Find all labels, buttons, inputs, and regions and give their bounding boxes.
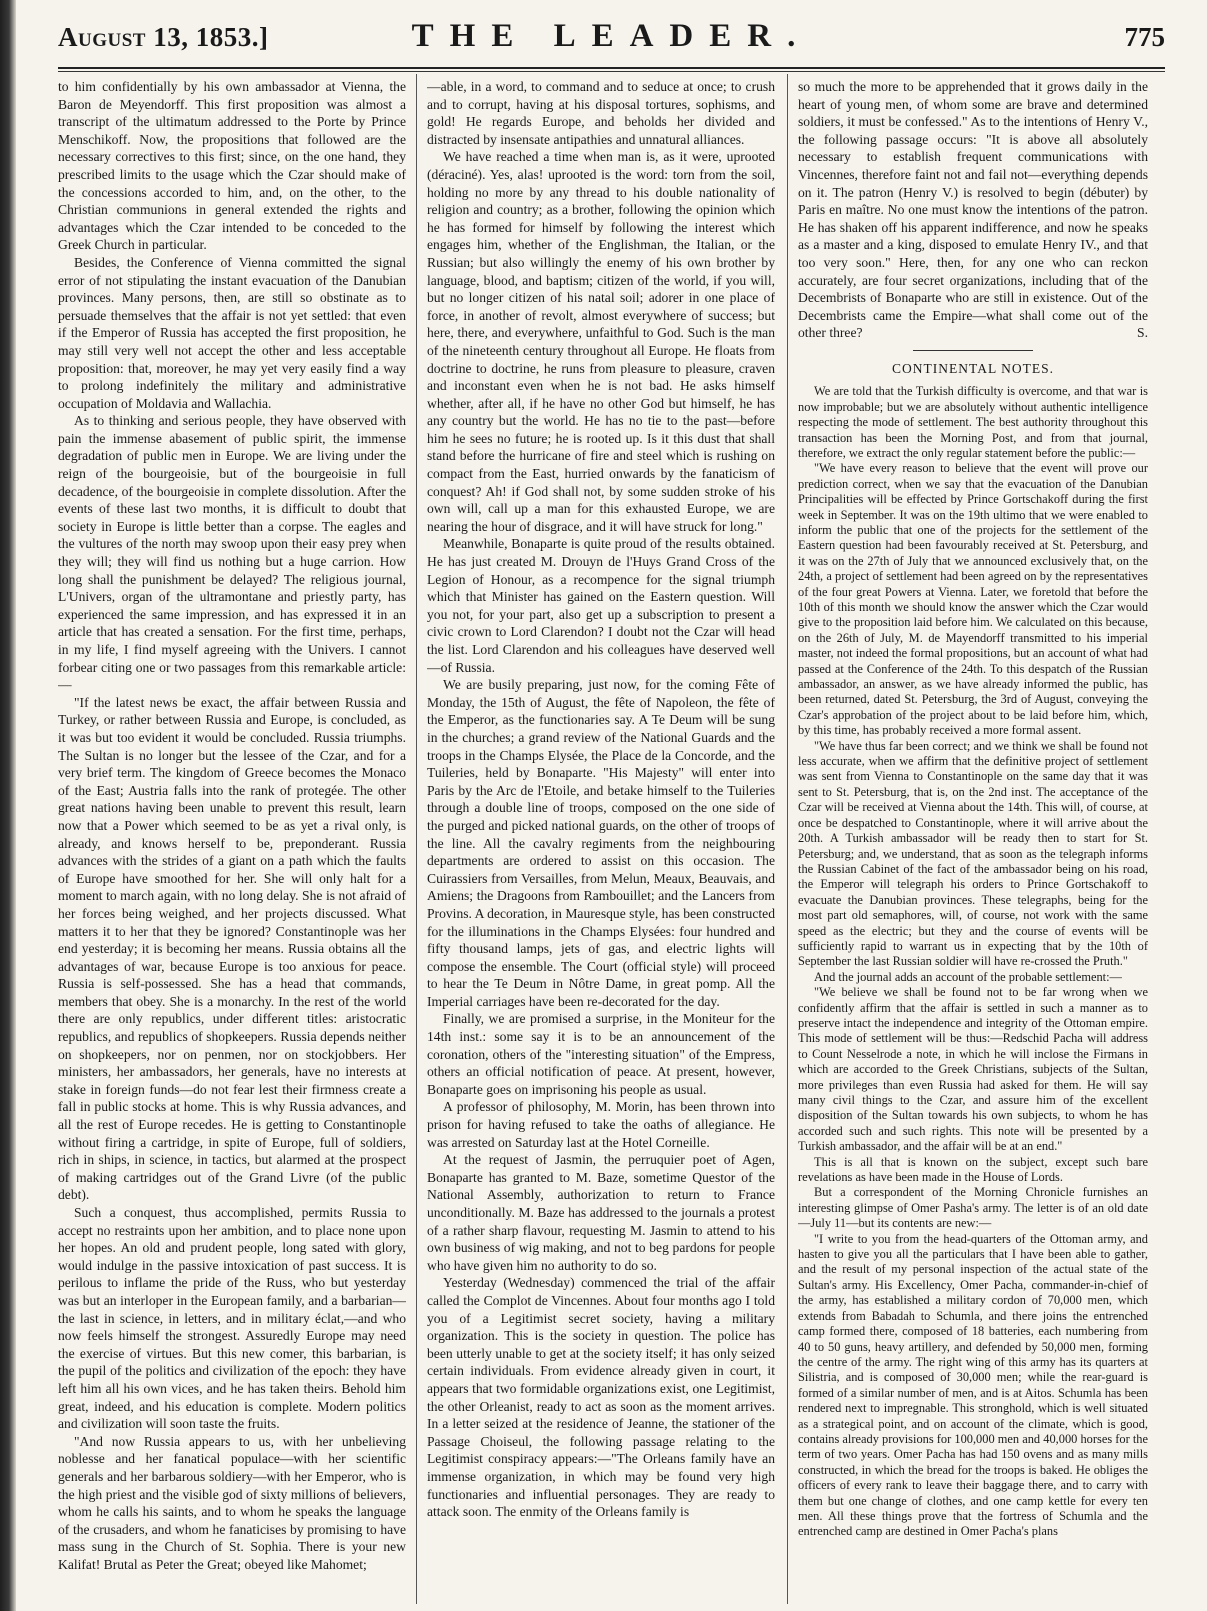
paragraph: Such a conquest, thus accomplished, permits Russia to accept no restraints upon her ambition, and to place none upon her hopes. An old and prudent people, long sated with glory, would indulge in the passive intoxication of past success. It is perilous to inflame the pride of the Russ, who but yesterday was but an interloper in the European family, and a barbarian—the last in science, in letters, and in military éclat,—and who now feels himself the strongest. Assuredly Europe may need the exercise of virtues. But this new comer, this barbarian, is the pupil of the politics and civilization of the epoch: they have left him all his own vices, and he has taken theirs. Behold him great, indeed, and his education is complete. Modern politics and civilization will soon taste the fruits. bbox=[58, 1205, 406, 1432]
paragraph: We are busily preparing, just now, for the coming Fête of Monday, the 15th of August, the fête of Napoleon, the fête of the Emperor, as the functionaries say. A Te Deum will be sung in the churches; a grand review of the National Guards and the troops in the Champs Elysée, the Place de la Concorde, and the Tuileries, held by Bonaparte. "His Majesty" will enter into Paris by the Arc de l'Etoile, and betake himself to the Tuileries through a double line of troops, composed on the one side of the purged and picked national guards, on the other of troops of the line. All the cavalry regiments from the neighbouring departments are ordered to assist on this occasion. The Cuirassiers from Versailles, from Melun, Meaux, Beauvais, and Amiens; the Dragoons from Rambouillet; and the Lancers from Provins. A decoration, in Mauresque style, has been constructed for the illuminations in the Champs Elysées: four hundred and fifty thousand lamps, jets of gas, and electric lights will compose the ensemble. The Court (official style) will proceed to hear the Te Deum in Nôtre Dame, in great pomp. All the Imperial carriages have been re-decorated for the day. bbox=[427, 677, 775, 1009]
page-binding-edge bbox=[0, 0, 16, 1611]
paragraph: Yesterday (Wednesday) commenced the trial of the affair called the Complot de Vincennes. About four months ago I told you of a Legitimist secret society, having a military organization. This is the society in question. The police has been utterly unable to get at the society itself; it has only seized certain individuals. From evidence already given in court, it appears that two formidable organizations exist, one Legitimist, the other Orleanist, ready to act as soon as the moment arrives. In a letter seized at the residence of Jeanne, the stationer of the Passage Choiseul, the following passage relating to the Legitimist conspiracy appears:—"The Orleans family have an immense organization, in which may be found very high functionaries and influential personages. They are ready to attack soon. The enmity of the Orleans family is bbox=[427, 1275, 775, 1520]
paragraph: Finally, we are promised a surprise, in the Moniteur for the 14th inst.: some say it is to be an announcement of the coronation, others of the "interesting situation" of the Empress, others an official notification of peace. At present, however, Bonaparte goes on imprisoning his people as usual. bbox=[427, 1011, 775, 1097]
paragraph-text: so much the more to be apprehended that it grows daily in the heart of young men, of whom some are brave and determined soldiers, it must be confessed." As to the intentions of Henry V., the following passage occurs: "It is above all absolutely necessary to establish frequent communications with Vincennes, therefore faint not and fail not—everything depends on it. The patron (Henry V.) is resolved to begin (débuter) by Paris en maître. No one must know the intentions of the patron. He has shaken off his apparent indifference, and now he speaks as a master and a king, disposed to emulate Henry IV., and that too very soon." Here, then, for any one who can reckon accurately, are four secret organizations, including that of the Decembrists of Bonaparte who are still in existence. Out of the Decembrists came the Empire—what shall come out of the other three? bbox=[798, 79, 1148, 341]
column-1 bbox=[58, 78, 406, 1598]
paragraph: At the request of Jasmin, the perruquier poet of Agen, Bonaparte has granted to M. Baze, sometime Questor of the National Assembly, authorization to return to France unconditionally. M. Baze has addressed to the journals a protest of a rather sharp flavour, requesting M. Jasmin to attend to his own business of wig making, and not to beg pardons for people who have given him no authority to do so. bbox=[427, 1152, 775, 1273]
paragraph: —able, in a word, to command and to seduce at once; to crush and to corrupt, having at his disposal tortures, sophisms, and gold! He regards Europe, and beholds her divided and distracted by insensate antipathies and unnatural alliances. bbox=[427, 79, 775, 147]
paragraph: A professor of philosophy, M. Morin, has been thrown into prison for having refused to take the oaths of allegiance. He was arrested on Saturday last at the Hotel Corneille. bbox=[427, 1099, 775, 1150]
issue-date: August 13, 1853.] bbox=[58, 22, 269, 52]
quoted-paragraph: "We have every reason to believe that the event will prove our prediction correct, when we say that the evacuation of the Danubian Principalities will be effected by Prince Gortschakoff during the first week in September. It was on the 19th ultimo that we were enabled to inform the public that one of the projects for the settlement of the Eastern question had been favourably received at St. Petersburg, and it was on the 27th of July that we announced exclusively that, on the 24th, a project of settlement had been agreed on by the representatives of the four great Powers at Vienna. Later, we foretold that before the 10th of this month we should know the answer which the Czar would give to the proposition laid before him. We calculated on this because, on the 26th of July, M. de Mayendorff transmitted to his imperial master, not indeed the formal propositions, but an account of what had passed at the Conference of the 24th. To this despatch of the Russian ambassador, an answer, as we have already informed the public, has been returned, dated St. Petersburg, the 3rd of August, conveying the Czar's approbation of the project about to be laid before him, which, by this time, has probably received a more formal assent. bbox=[798, 461, 1148, 738]
quoted-paragraph: "We believe we shall be found not to be far wrong when we confidently affirm that the affair is settled in such a manner as to preserve intact the independence and integrity of the Ottoman empire. This mode of settlement will be thus:—Redschid Pacha will address to Count Nesselrode a note, in which he will inclose the Firmans in which are accorded to the Greek Christians, subjects of the Sultan, more privileges than even Russia had asked for them. He will say many civil things to the Czar, and assure him of the excellent disposition of the Sultan towards his own subjects, to whom he has accorded such and such rights. This note will be presented by a Turkish ambassador, and the affair will be at an end." bbox=[798, 985, 1148, 1154]
column-divider bbox=[787, 74, 788, 1604]
paragraph: Meanwhile, Bonaparte is quite proud of the results obtained. He has just created M. Drouyn de l'Huys Grand Cross of the Legion of Honour, as a recompence for the signal triumph which that Minister has gained on the Eastern question. Will you not, for your part, also get up a subscription to present a civic crown to Lord Clarendon? I doubt not the Czar will head the list. Lord Clarendon and his colleagues have deserved well—of Russia. bbox=[427, 536, 775, 675]
paragraph: to him confidentially by his own ambassador at Vienna, the Baron de Meyendorff. This first proposition was almost a transcript of the ultimatum addressed to the Porte by Prince Menschikoff. Now, the propositions that followed are the necessary correctives to this first; since, on the one hand, they prescribed limits to the usage which the Czar should make of the concessions accorded to him, and, on the other, to the Christian communions in general extended the rights and advantages which the Czar intended to be conceded to the Greek Church in particular. bbox=[58, 79, 406, 253]
paragraph: This is all that is known on the subject, except such bare revelations as have been made in the House of Lords. bbox=[798, 1154, 1148, 1185]
paragraph: But a correspondent of the Morning Chronicle furnishes an interesting glimpse of Omer Pasha's army. The letter is of an old date—July 11—but its contents are new:— bbox=[798, 1185, 1148, 1231]
column-2 bbox=[427, 78, 775, 1598]
author-signature: S. bbox=[1137, 325, 1148, 341]
quoted-paragraph: "I write to you from the head-quarters of the Ottoman army, and hasten to give you all the particulars that I have been able to gather, and the result of my personal inspection of the actual state of the Sultan's army. His Excellency, Omer Pacha, commander-in-chief of the army, has established a military cordon of 70,000 men, which extends from Babadah to Schumla, and there joins the entrenched camp formed there, composed of 18 batteries, each numbering from 40 to 50 guns, heavy artillery, and defended by 50,000 men, forming the centre of the army. The right wing of this army has its quarters at Silistria, and is composed of 30,000 men; while the rear-guard is formed of a similar number of men, and is at Aitos. Schumla has been rendered next to impregnable. This stronghold, which is well situated as a strategical point, and on account of the climate, which is good, contains already provisions for 100,000 men and 40,000 horses for the term of two years. Omer Pacha has had 150 ovens and as many mills constructed, in which the bread for the troops is baked. He obliges the officers of every rank to leave their baggage there, and to carry with them but one change of clothes, and one camp kettle for every ten men. All these things prove that the fortress of Schumla and the entrenched camp are destined in Omer Pacha's plans bbox=[798, 1231, 1148, 1539]
quoted-paragraph: "We have thus far been correct; and we think we shall be found not less accurate, when we affirm that the definitive project of settlement was sent from Vienna to Constantinople on the same day that it was sent to St. Petersburg, that is, on the 2nd inst. The acceptance of the Czar will be received at Vienna about the 14th. This will, of course, at once be despatched to Constantinople, where it will arrive about the 20th. A Turkish ambassador will be ready then to start for St. Petersburg; and, we understand, that as soon as the telegraph informs the Russian Cabinet of the fact of the ambassador being on his road, the Emperor will telegraph his orders to Prince Gortschakoff to evacuate the Danubian provinces. These telegraphs, being for the most part old semaphores, will, of course, not work with the same speed as the electric; but they and the course of events will be sufficiently rapid to warrant us in expecting that by the 10th of September the last Russian soldier will have re-crossed the Pruth." bbox=[798, 738, 1148, 969]
section-divider bbox=[913, 350, 1033, 351]
page-header bbox=[58, 18, 1165, 68]
quoted-paragraph: "If the latest news be exact, the affair between Russia and Turkey, or rather between Russia and Europe, is concluded, as it was but too evident it would be concluded. Russia triumphs. The Sultan is no longer but the lessee of the Czar, and for a very brief term. The kingdom of Greece becomes the Monaco of the East; Austria falls into the rank of protegée. The other great nations having been unable to prevent this result, learn now that a Power which seemed to be as yet a rival only, is already, and knows herself to be, preponderant. Russia advances with the strides of a giant on a path which the faults of Europe have smoothed for her. She will only halt for a moment to march again, with no long delay. She is not afraid of her forces being weighed, and her projects discussed. What matters it to her that they be ignored? Constantinople was her end yesterday; it is becoming her means. Russia obtains all the advantages of war, because Europe is too anxious for peace. Russia is self-possessed. She has a head that commands, members that obey. She is a monarchy. In the rest of the world there are only republics, under different titles: aristocratic republics, and republics of shopkeepers. Russia depends neither on shopkeepers, nor on penmen, nor on stockjobbers. Her ministers, her ambassadors, her generals, have no interests at stake in foreign funds—do not fear lest their firmness create a fall in public stocks at home. This is why Russia advances, and all the rest of Europe recedes. He is getting to Constantinople without firing a cartridge, in spite of Europe, full of soldiers, rich in ships, in science, in tactics, but alarmed at the prospect of making cartridges out of the Grand Livre (of the public debt). bbox=[58, 694, 406, 1203]
column-divider bbox=[416, 74, 417, 1604]
page-number: 775 bbox=[1124, 22, 1165, 52]
paragraph: Besides, the Conference of Vienna committed the signal error of not stipulating the instant evacuation of the Danubian provinces. Many persons, then, are still so obstinate as to persuade themselves that the affair is not yet settled: that even if the Emperor of Russia has accepted the first proposition, he may still very well not accept the other and less acceptable proposition: that, moreover, he may yet very easily find a way to prolong indefinitely the military and administrative occupation of Moldavia and Wallachia. bbox=[58, 254, 406, 411]
column-3 bbox=[798, 78, 1148, 1598]
paragraph: We have reached a time when man is, as it were, uprooted (déraciné). Yes, alas! uprooted is the word: torn from the soil, holding no more by any thread to his double nationality of religion and country; as a brother, following the opinion which he has formed for himself by following the interest which engages him, whether of the Englishman, the Italian, or the Russian; but also willingly the enemy of his own brother by language, blood, and baptism; citizen of the world, if you will, but no longer citizen of his natal soil; adorer in one place of force, in another of revolt, almost everywhere of success; but here, there, and everywhere, unfaithful to God. Such is the man of the nineteenth century throughout all Europe. He floats from doctrine to doctrine, he runs from pleasure to pleasure, craven and inconstant even when he is not bad. He asks himself whether, after all, if he have no other God but himself, he has any country but the world. He has no tie to the past—before him he sees no future; he is rooted up. Is it this dust that shall stand before the hurricane of fire and steel which is rushing on compact from the East, hurried onwards by the fanaticism of conquest? Ah! if God shall not, by some sudden stroke of his own will, call up a man for this exhausted Europe, we are nearing the hour of disgrace, and it will have struck for long." bbox=[427, 149, 775, 534]
paragraph bbox=[798, 78, 1148, 342]
masthead-title: THE LEADER. bbox=[411, 18, 812, 54]
paragraph: As to thinking and serious people, they have observed with pain the immense abasement of public spirit, the immense degradation of public men in Europe. We are living under the reign of the bourgeoisie, but of the bourgeoisie in full decadence, of the bourgeoisie in complete dissolution. After the events of these last two months, it is difficult to doubt that society in Europe is little better than a corpse. The eagles and the vultures of the north may swoop upon their easy prey when they will; they will find us nothing but a huge carrion. How long shall the punishment be delayed? The religious journal, L'Univers, organ of the ultramontane and priestly party, has experienced the same impression, and has expressed it in an article that has created a sensation. For the first time, perhaps, in my life, I find myself agreeing with the Univers. I cannot forbear citing one or two passages from this remarkable article:— bbox=[58, 413, 406, 693]
header-rule bbox=[58, 67, 1165, 69]
quoted-paragraph: "And now Russia appears to us, with her unbelieving noblesse and her fanatical populace—with her scientific generals and her barbarous soldiery—with her Emperor, who is the high priest and the visible god of sixty millions of believers, whom he calls his saints, and to whom he speaks the language of the crusaders, and whom he fanaticises by promising to have mass sung in the Church of St. Sophia. There is your new Kalifat! Brutal as Peter the Great; obeyed like Mahomet; bbox=[58, 1433, 406, 1572]
paragraph: And the journal adds an account of the probable settlement:— bbox=[814, 969, 1122, 984]
header-rule-thin bbox=[58, 71, 1165, 72]
paragraph: We are told that the Turkish difficulty is overcome, and that war is now improbable; but we are absolutely without authentic intelligence respecting the mode of settlement. The best authority throughout this transaction has been the Morning Post, and from that journal, therefore, we extract the only regular statement before the public:— bbox=[798, 384, 1148, 460]
section-heading: CONTINENTAL NOTES. bbox=[892, 360, 1054, 376]
